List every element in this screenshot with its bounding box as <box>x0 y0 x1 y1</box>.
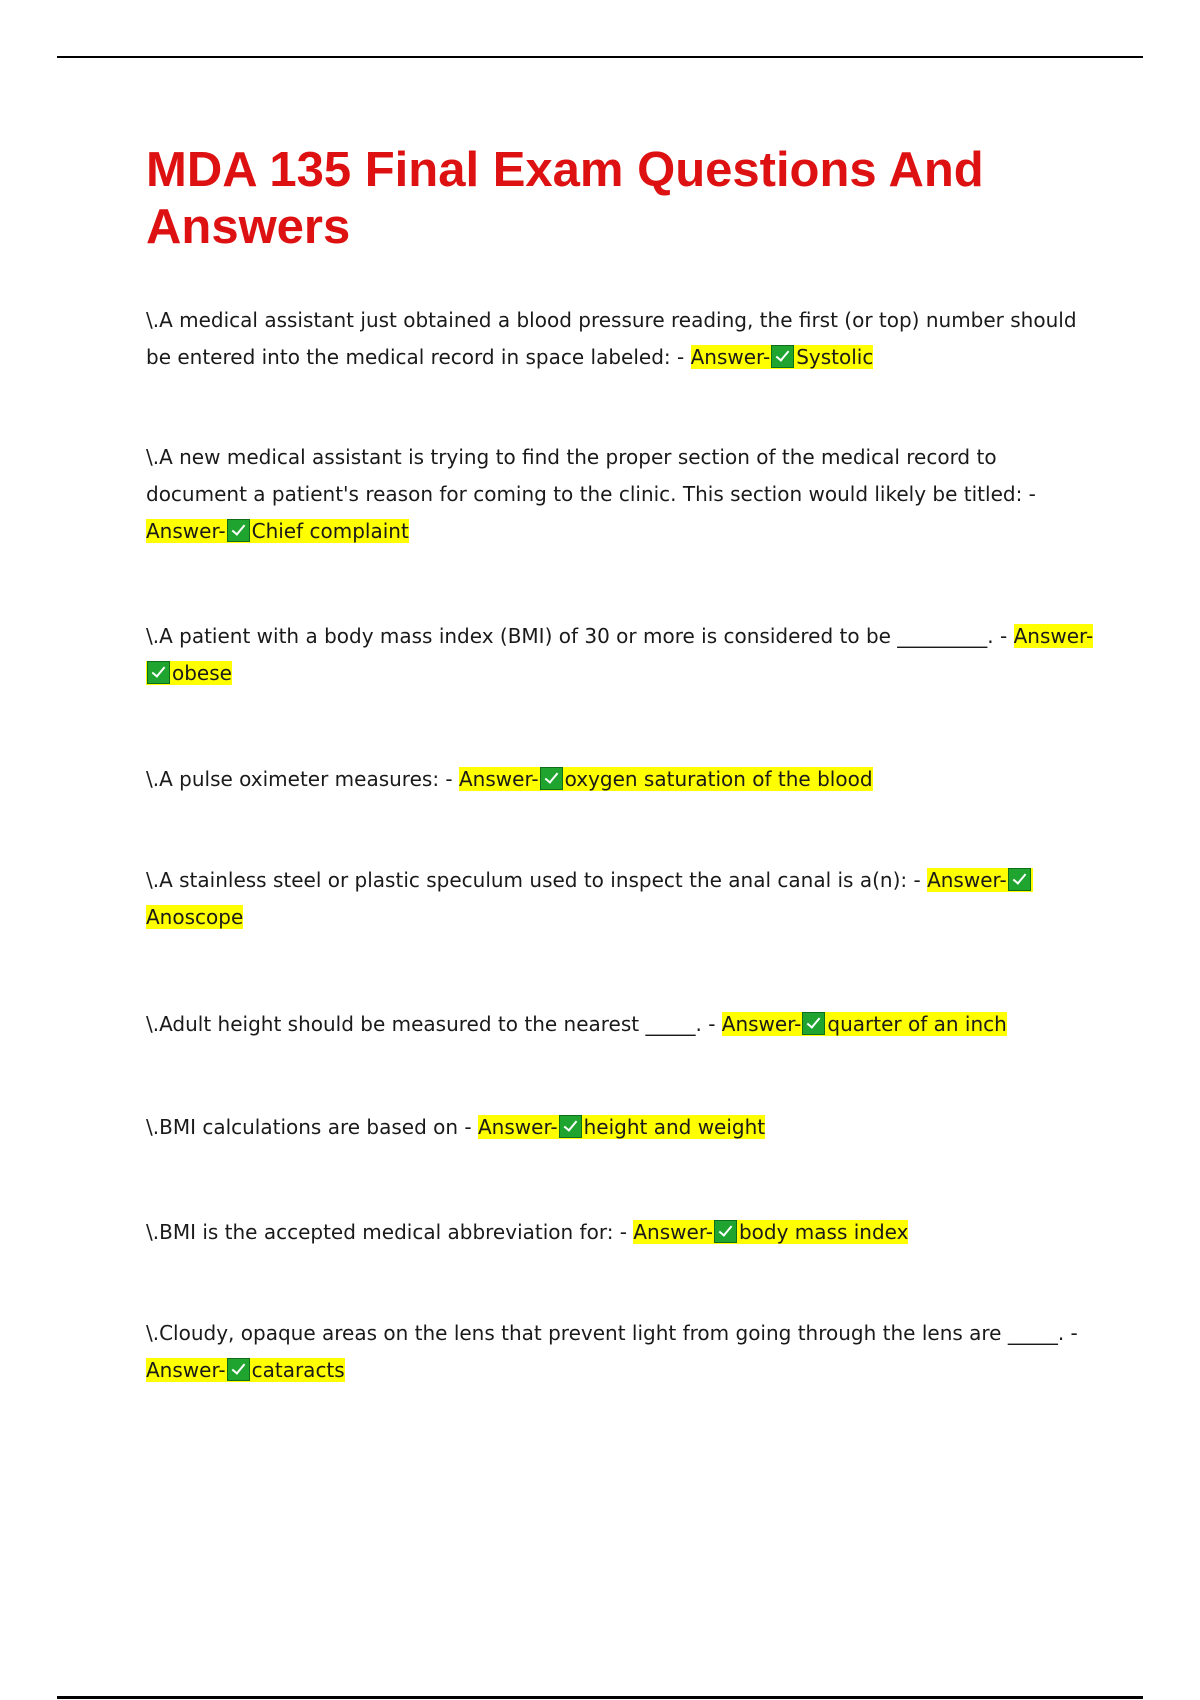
qa-item <box>146 1006 1096 1043</box>
checkmark-icon <box>802 1012 825 1035</box>
answer-prefix: Answer- <box>633 1220 713 1244</box>
checkmark-icon <box>771 345 794 368</box>
answer-prefix: Answer- <box>1013 624 1094 648</box>
answer-text: body mass index <box>738 1220 909 1244</box>
question-text: \.A patient with a body mass index (BMI) of 30 or more is considered to be _________. <box>146 624 994 648</box>
answer-text: cataracts <box>251 1358 345 1382</box>
answer-separator: - <box>670 345 691 369</box>
qa-item <box>146 618 1096 692</box>
qa-item <box>146 1315 1096 1389</box>
question-text: \.BMI calculations are based on <box>146 1115 459 1139</box>
checkmark-icon <box>1008 868 1031 891</box>
answer-text: obese <box>172 661 232 685</box>
answer-prefix: Answer- <box>927 868 1007 892</box>
answer-prefix: Answer- <box>721 1012 802 1036</box>
answer-prefix: Answer- <box>690 345 771 369</box>
answer-text: quarter of an inch <box>827 1012 1007 1036</box>
answer-prefix: Answer- <box>146 1358 226 1382</box>
answer-separator: - <box>458 1115 478 1139</box>
question-text: \.A new medical assistant is trying to find the proper section of the medical record to document a patient's reason for coming to the clinic. This section would likely be titled: <box>146 445 1023 506</box>
answer-highlight <box>633 1220 908 1244</box>
answer-highlight <box>722 1012 1007 1036</box>
checkmark-icon <box>227 519 250 542</box>
qa-item <box>146 1109 1096 1146</box>
answer-highlight <box>459 767 873 791</box>
qa-item <box>146 1214 1096 1251</box>
bottom-divider <box>57 1696 1143 1699</box>
question-text: \.A medical assistant just obtained a blood pressure reading, the first (or top) number should be entered into the medical record in space labeled: <box>146 308 1077 369</box>
answer-separator: - <box>613 1220 634 1244</box>
answer-separator: - <box>993 624 1014 648</box>
qa-item <box>146 862 1096 936</box>
answer-text: oxygen saturation of the blood <box>564 767 873 791</box>
qa-item <box>146 439 1096 550</box>
question-text: \.Adult height should be measured to the nearest _____. <box>146 1012 702 1036</box>
answer-separator: - <box>439 767 459 791</box>
answer-prefix: Answer- <box>146 519 226 543</box>
answer-text: height and weight <box>583 1115 766 1139</box>
question-text: \.A stainless steel or plastic speculum used to inspect the anal canal is a(n): <box>146 868 908 892</box>
answer-prefix: Answer- <box>478 1115 558 1139</box>
answer-text: Chief complaint <box>251 519 409 543</box>
answer-separator: - <box>1064 1321 1078 1345</box>
question-text: \.Cloudy, opaque areas on the lens that prevent light from going through the lens are _____. <box>146 1321 1065 1345</box>
checkmark-icon <box>714 1220 737 1243</box>
qa-item <box>146 761 1096 798</box>
question-text: \.A pulse oximeter measures: <box>146 767 440 791</box>
checkmark-icon <box>147 661 170 684</box>
qa-item <box>146 302 1096 376</box>
answer-highlight <box>146 1358 345 1382</box>
answer-separator: - <box>907 868 928 892</box>
checkmark-icon <box>540 767 563 790</box>
answer-separator: - <box>701 1012 722 1036</box>
question-text: \.BMI is the accepted medical abbreviation for: <box>146 1220 614 1244</box>
answer-prefix: Answer- <box>459 767 539 791</box>
answer-text: Anoscope <box>146 905 244 929</box>
answer-highlight <box>691 345 874 369</box>
top-divider <box>57 56 1143 58</box>
answer-text: Systolic <box>796 345 874 369</box>
answer-separator: - <box>1022 482 1036 506</box>
answer-highlight <box>146 519 409 543</box>
answer-highlight <box>478 1115 765 1139</box>
checkmark-icon <box>227 1358 250 1381</box>
document-title: MDA 135 Final Exam Questions And Answers <box>146 143 984 254</box>
checkmark-icon <box>559 1115 582 1138</box>
